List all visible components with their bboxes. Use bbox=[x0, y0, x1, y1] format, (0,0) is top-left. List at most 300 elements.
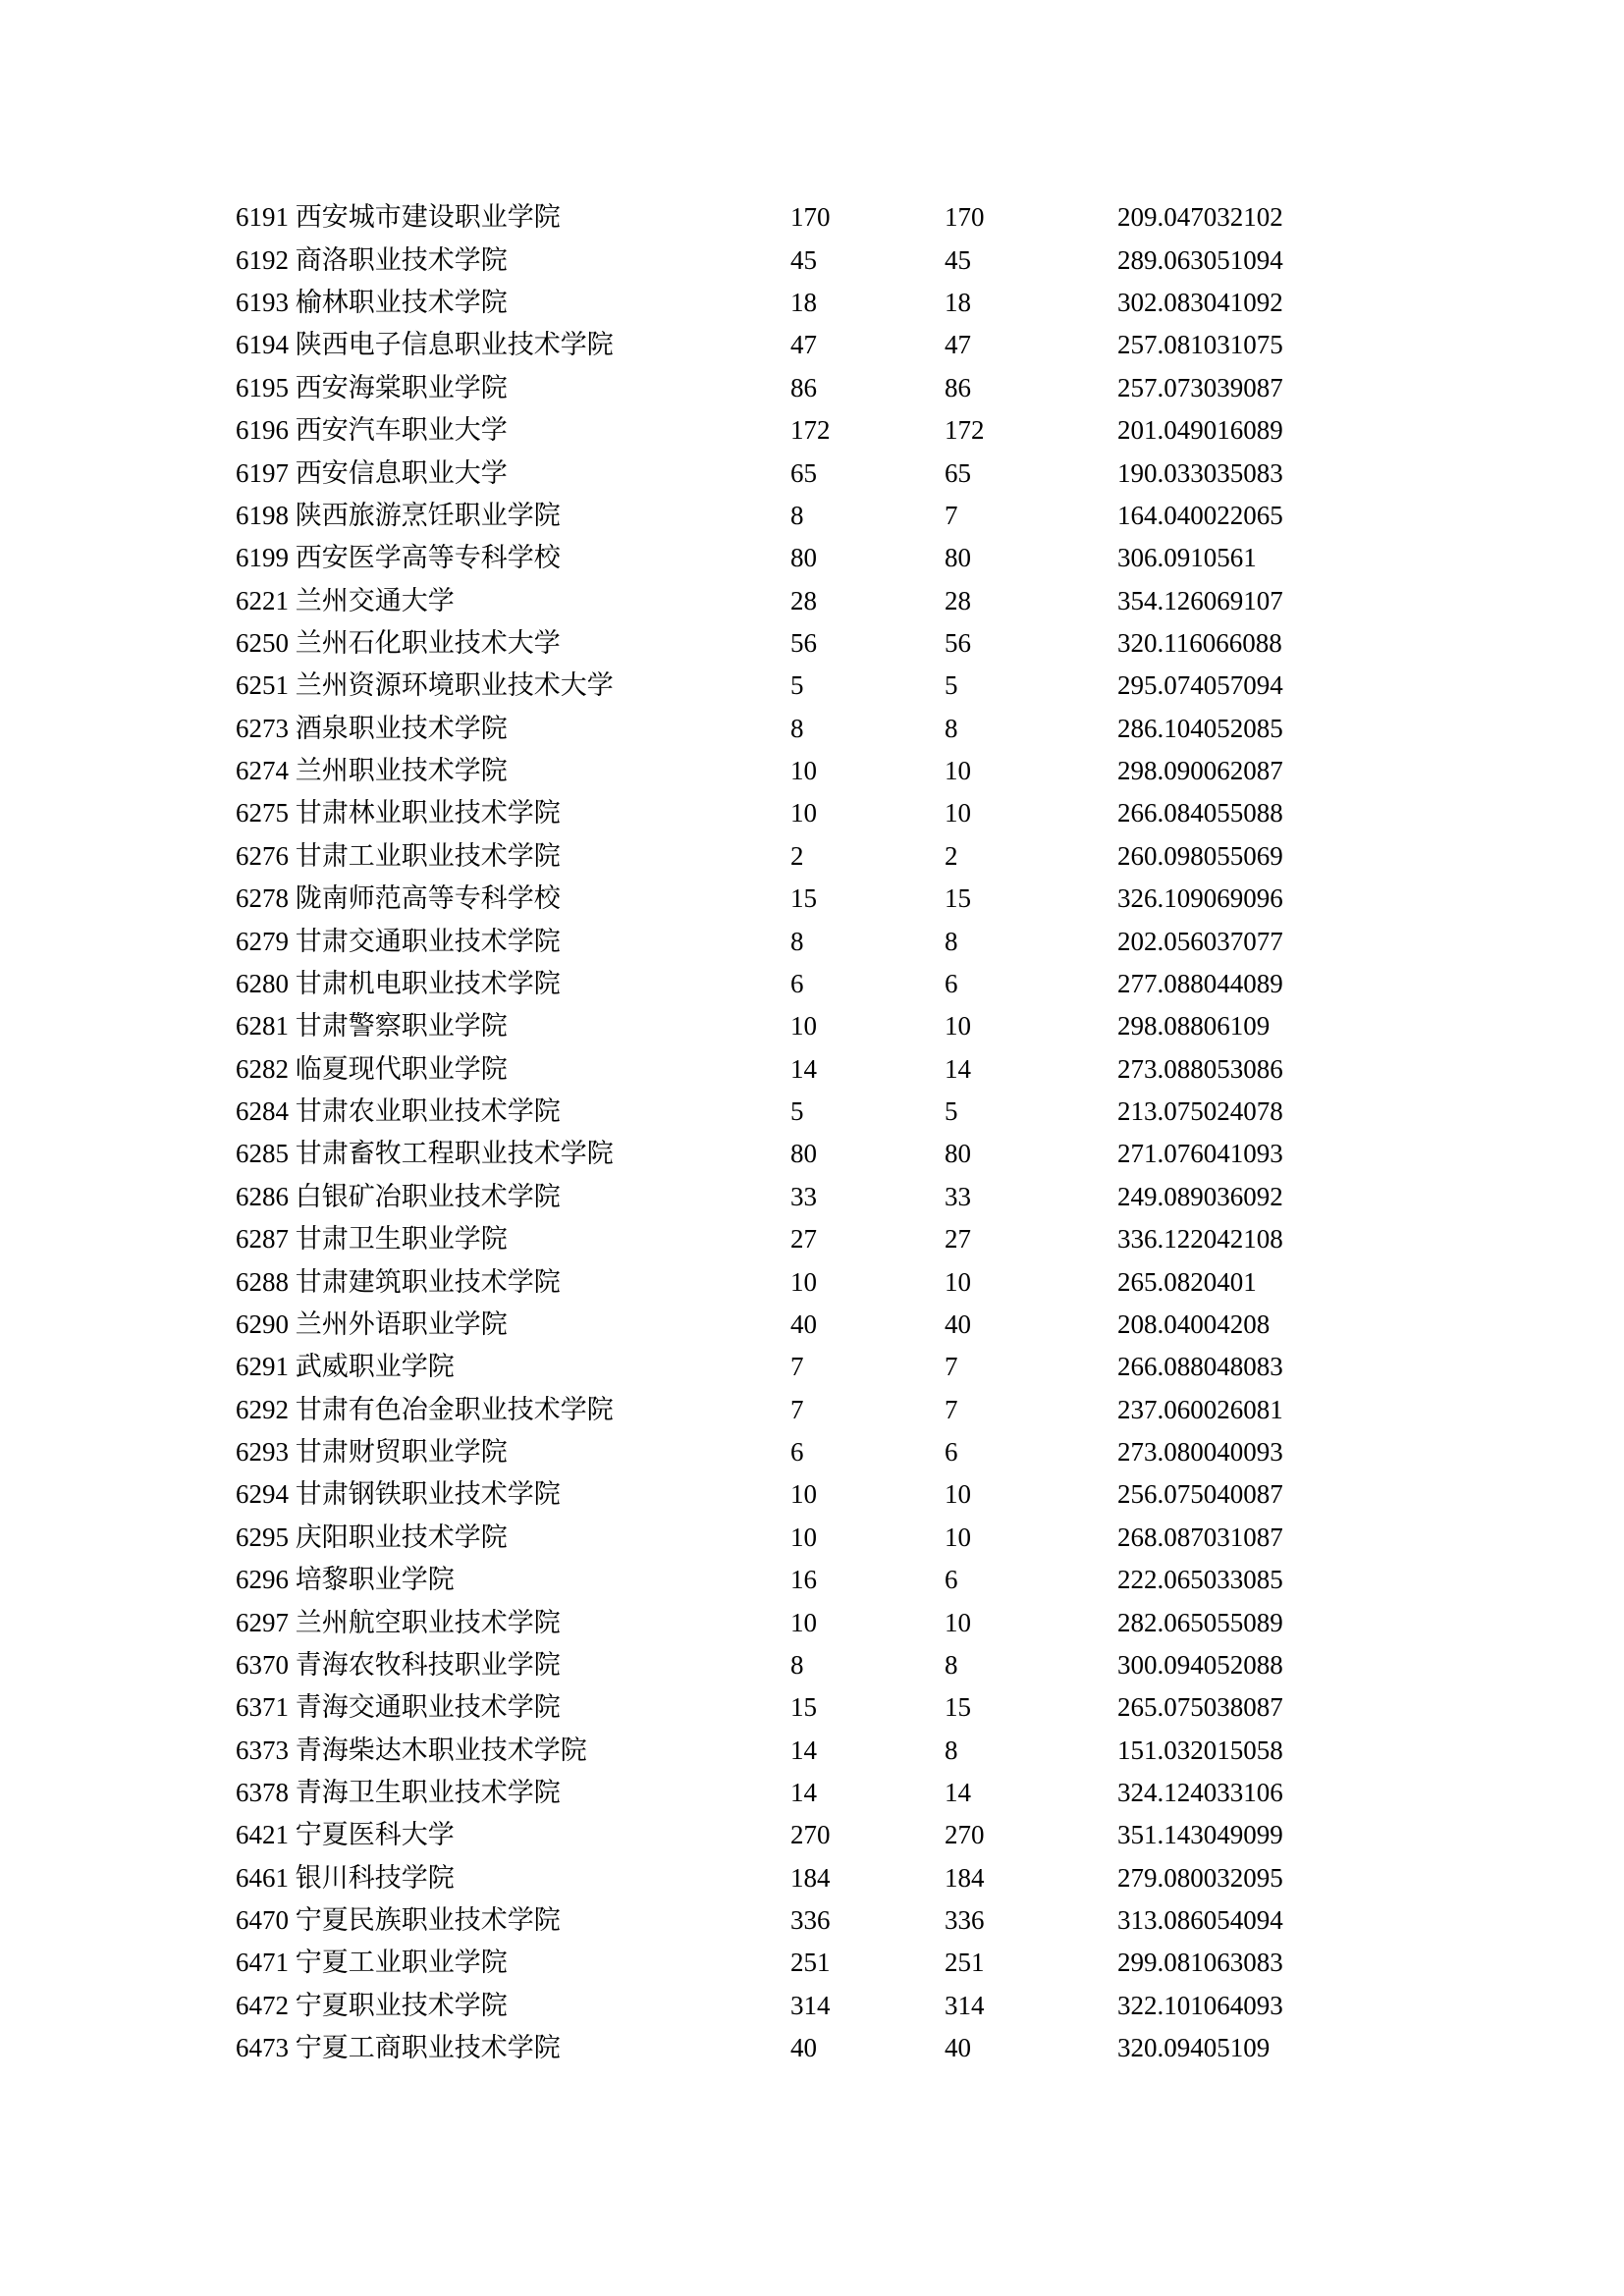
table-row-6287 bbox=[0, 1218, 1624, 1260]
score-value: 260.098055069 bbox=[1117, 840, 1283, 871]
score-value: 202.056037077 bbox=[1117, 926, 1283, 956]
school-code: 6371 bbox=[236, 1692, 289, 1723]
school-name: 兰州职业技术学院 bbox=[295, 756, 508, 786]
plan-count: 33 bbox=[790, 1181, 817, 1211]
school-name: 西安汽车职业大学 bbox=[295, 415, 508, 446]
score-value: 299.081063083 bbox=[1117, 1948, 1283, 1978]
score-value: 151.032015058 bbox=[1117, 1735, 1283, 1765]
table-row-6221 bbox=[0, 580, 1624, 622]
plan-count: 10 bbox=[790, 1607, 817, 1637]
table-row-6279 bbox=[0, 921, 1624, 963]
school-code: 6278 bbox=[236, 883, 289, 914]
school-code: 6291 bbox=[236, 1352, 289, 1382]
score-value: 298.08806109 bbox=[1117, 1011, 1271, 1041]
table-row-6280 bbox=[0, 963, 1624, 1005]
plan-count: 8 bbox=[790, 500, 804, 530]
table-row-6471 bbox=[0, 1942, 1624, 1984]
table-row-6193 bbox=[0, 282, 1624, 324]
school-code-and-name bbox=[236, 537, 561, 579]
score-value: 266.088048083 bbox=[1117, 1352, 1283, 1382]
plan-count: 14 bbox=[790, 1735, 817, 1765]
plan-count: 270 bbox=[790, 1820, 831, 1850]
admitted-count: 10 bbox=[945, 1011, 971, 1041]
table-row-6282 bbox=[0, 1048, 1624, 1091]
school-code: 6473 bbox=[236, 2033, 289, 2063]
admitted-count: 45 bbox=[945, 244, 971, 275]
school-name: 宁夏医科大学 bbox=[295, 1820, 455, 1850]
score-value: 257.081031075 bbox=[1117, 330, 1283, 360]
table-row-6288 bbox=[0, 1261, 1624, 1304]
school-name: 临夏现代职业学院 bbox=[295, 1053, 508, 1084]
school-code: 6274 bbox=[236, 756, 289, 786]
school-code-and-name bbox=[236, 1005, 508, 1047]
school-code-and-name bbox=[236, 792, 561, 834]
school-name: 青海柴达木职业技术学院 bbox=[295, 1735, 587, 1765]
admitted-count: 80 bbox=[945, 1139, 971, 1169]
school-code-and-name bbox=[236, 196, 561, 239]
school-code: 6370 bbox=[236, 1649, 289, 1680]
score-value: 249.089036092 bbox=[1117, 1181, 1283, 1211]
score-value: 302.083041092 bbox=[1117, 288, 1283, 318]
plan-count: 10 bbox=[790, 798, 817, 828]
table-row-6292 bbox=[0, 1389, 1624, 1431]
admitted-count: 2 bbox=[945, 840, 958, 871]
table-row-6470 bbox=[0, 1899, 1624, 1942]
plan-count: 65 bbox=[790, 457, 817, 488]
school-code: 6284 bbox=[236, 1096, 289, 1127]
score-value: 257.073039087 bbox=[1117, 372, 1283, 402]
table-row-6281 bbox=[0, 1005, 1624, 1047]
admitted-count: 6 bbox=[945, 968, 958, 998]
plan-count: 27 bbox=[790, 1224, 817, 1255]
score-value: 300.094052088 bbox=[1117, 1649, 1283, 1680]
score-value: 351.143049099 bbox=[1117, 1820, 1283, 1850]
plan-count: 10 bbox=[790, 756, 817, 786]
plan-count: 86 bbox=[790, 372, 817, 402]
school-code: 6471 bbox=[236, 1948, 289, 1978]
school-code-and-name bbox=[236, 665, 614, 707]
school-code: 6198 bbox=[236, 500, 289, 530]
admitted-count: 184 bbox=[945, 1862, 985, 1893]
school-code-and-name bbox=[236, 1730, 587, 1772]
admitted-count: 40 bbox=[945, 1308, 971, 1339]
admitted-count: 314 bbox=[945, 1990, 985, 2020]
school-code: 6290 bbox=[236, 1308, 289, 1339]
school-name: 陕西旅游烹饪职业学院 bbox=[295, 500, 561, 530]
school-name: 银川科技学院 bbox=[295, 1862, 455, 1893]
score-value: 320.09405109 bbox=[1117, 2033, 1271, 2063]
table-row-6473 bbox=[0, 2027, 1624, 2069]
school-code-and-name bbox=[236, 878, 561, 920]
school-code: 6378 bbox=[236, 1778, 289, 1807]
school-name: 甘肃建筑职业技术学院 bbox=[295, 1266, 561, 1297]
school-code: 6275 bbox=[236, 798, 289, 828]
plan-count: 47 bbox=[790, 330, 817, 360]
school-code-and-name bbox=[236, 622, 561, 665]
table-row-6297 bbox=[0, 1602, 1624, 1644]
school-code: 6285 bbox=[236, 1139, 289, 1169]
plan-count: 314 bbox=[790, 1990, 831, 2020]
school-name: 兰州交通大学 bbox=[295, 585, 455, 615]
table-row-6370 bbox=[0, 1644, 1624, 1686]
school-code: 6221 bbox=[236, 585, 289, 615]
score-value: 313.086054094 bbox=[1117, 1905, 1283, 1936]
school-code-and-name bbox=[236, 1814, 455, 1856]
school-code: 6472 bbox=[236, 1990, 289, 2020]
school-code-and-name bbox=[236, 1942, 508, 1984]
plan-count: 172 bbox=[790, 415, 831, 446]
school-name: 甘肃卫生职业学院 bbox=[295, 1224, 508, 1255]
admitted-count: 15 bbox=[945, 883, 971, 914]
school-code-and-name bbox=[236, 1304, 508, 1346]
school-code-and-name bbox=[236, 963, 561, 1005]
plan-count: 16 bbox=[790, 1565, 817, 1595]
school-name: 宁夏职业技术学院 bbox=[295, 1990, 508, 2020]
school-code-and-name bbox=[236, 409, 508, 452]
school-code-and-name bbox=[236, 1133, 614, 1175]
admitted-count: 8 bbox=[945, 713, 958, 743]
school-name: 兰州资源环境职业技术大学 bbox=[295, 670, 614, 701]
school-code-and-name bbox=[236, 1048, 508, 1091]
school-name: 商洛职业技术学院 bbox=[295, 244, 508, 275]
school-code: 6251 bbox=[236, 670, 289, 701]
plan-count: 28 bbox=[790, 585, 817, 615]
table-row-6195 bbox=[0, 367, 1624, 409]
table-row-6294 bbox=[0, 1473, 1624, 1516]
school-name: 青海卫生职业技术学院 bbox=[295, 1778, 561, 1807]
school-code: 6470 bbox=[236, 1905, 289, 1936]
table-row-6284 bbox=[0, 1091, 1624, 1133]
plan-count: 8 bbox=[790, 1649, 804, 1680]
school-name: 西安海棠职业学院 bbox=[295, 372, 508, 402]
school-name: 西安信息职业大学 bbox=[295, 457, 508, 488]
table-row-6378 bbox=[0, 1772, 1624, 1814]
admitted-count: 251 bbox=[945, 1948, 985, 1978]
school-name: 甘肃有色冶金职业技术学院 bbox=[295, 1394, 614, 1424]
school-name: 宁夏民族职业技术学院 bbox=[295, 1905, 561, 1936]
admitted-count: 10 bbox=[945, 1522, 971, 1552]
score-value: 336.122042108 bbox=[1117, 1224, 1283, 1255]
school-code-and-name bbox=[236, 453, 508, 495]
score-value: 271.076041093 bbox=[1117, 1139, 1283, 1169]
school-name: 兰州外语职业学院 bbox=[295, 1308, 508, 1339]
admitted-count: 10 bbox=[945, 1266, 971, 1297]
school-code: 6196 bbox=[236, 415, 289, 446]
school-code: 6195 bbox=[236, 372, 289, 402]
school-code: 6276 bbox=[236, 840, 289, 871]
school-name: 甘肃工业职业技术学院 bbox=[295, 840, 561, 871]
table-row-6421 bbox=[0, 1814, 1624, 1856]
plan-count: 14 bbox=[790, 1053, 817, 1084]
table-row-6472 bbox=[0, 1985, 1624, 2027]
school-name: 酒泉职业技术学院 bbox=[295, 713, 508, 743]
school-code: 6250 bbox=[236, 628, 289, 658]
school-code-and-name bbox=[236, 1517, 508, 1559]
school-name: 培黎职业学院 bbox=[295, 1565, 455, 1595]
plan-count: 80 bbox=[790, 543, 817, 573]
table-row-6196 bbox=[0, 409, 1624, 452]
school-name: 甘肃警察职业学院 bbox=[295, 1011, 508, 1041]
score-value: 266.084055088 bbox=[1117, 798, 1283, 828]
school-name: 甘肃交通职业技术学院 bbox=[295, 926, 561, 956]
score-value: 164.040022065 bbox=[1117, 500, 1283, 530]
score-value: 324.124033106 bbox=[1117, 1778, 1283, 1807]
school-code-and-name bbox=[236, 2027, 561, 2069]
school-name: 陇南师范高等专科学校 bbox=[295, 883, 561, 914]
table-row-6296 bbox=[0, 1559, 1624, 1601]
score-value: 265.0820401 bbox=[1117, 1266, 1257, 1297]
school-code-and-name bbox=[236, 1899, 561, 1942]
school-code: 6281 bbox=[236, 1011, 289, 1041]
school-code: 6288 bbox=[236, 1266, 289, 1297]
school-code: 6295 bbox=[236, 1522, 289, 1552]
admitted-count: 10 bbox=[945, 1479, 971, 1510]
admitted-count: 14 bbox=[945, 1778, 971, 1807]
school-code: 6293 bbox=[236, 1437, 289, 1468]
school-code-and-name bbox=[236, 1559, 455, 1601]
plan-count: 14 bbox=[790, 1778, 817, 1807]
school-code: 6280 bbox=[236, 968, 289, 998]
school-code-and-name bbox=[236, 1091, 561, 1133]
score-value: 326.109069096 bbox=[1117, 883, 1283, 914]
school-code: 6461 bbox=[236, 1862, 289, 1893]
plan-count: 6 bbox=[790, 968, 804, 998]
table-row-6198 bbox=[0, 495, 1624, 537]
school-code-and-name bbox=[236, 495, 561, 537]
table-row-6295 bbox=[0, 1517, 1624, 1559]
plan-count: 10 bbox=[790, 1011, 817, 1041]
admitted-count: 10 bbox=[945, 756, 971, 786]
table-row-6273 bbox=[0, 708, 1624, 750]
plan-count: 170 bbox=[790, 202, 831, 233]
admitted-count: 18 bbox=[945, 288, 971, 318]
admitted-count: 65 bbox=[945, 457, 971, 488]
table-row-6278 bbox=[0, 878, 1624, 920]
school-name: 甘肃机电职业技术学院 bbox=[295, 968, 561, 998]
plan-count: 56 bbox=[790, 628, 817, 658]
score-value: 354.126069107 bbox=[1117, 585, 1283, 615]
school-code: 6193 bbox=[236, 288, 289, 318]
score-value: 268.087031087 bbox=[1117, 1522, 1283, 1552]
score-value: 237.060026081 bbox=[1117, 1394, 1283, 1424]
admitted-count: 10 bbox=[945, 1607, 971, 1637]
admitted-count: 15 bbox=[945, 1692, 971, 1723]
score-value: 282.065055089 bbox=[1117, 1607, 1283, 1637]
school-code: 6294 bbox=[236, 1479, 289, 1510]
plan-count: 15 bbox=[790, 883, 817, 914]
school-code-and-name bbox=[236, 1261, 561, 1304]
school-code-and-name bbox=[236, 1644, 561, 1686]
school-name: 兰州航空职业技术学院 bbox=[295, 1607, 561, 1637]
table-row-6250 bbox=[0, 622, 1624, 665]
school-code-and-name bbox=[236, 750, 508, 792]
school-code-and-name bbox=[236, 708, 508, 750]
plan-count: 2 bbox=[790, 840, 804, 871]
school-code: 6279 bbox=[236, 926, 289, 956]
plan-count: 10 bbox=[790, 1266, 817, 1297]
table-row-6371 bbox=[0, 1686, 1624, 1729]
school-name: 庆阳职业技术学院 bbox=[295, 1522, 508, 1552]
school-code: 6373 bbox=[236, 1735, 289, 1765]
school-name: 甘肃农业职业技术学院 bbox=[295, 1096, 561, 1127]
school-code-and-name bbox=[236, 1602, 561, 1644]
school-name: 榆林职业技术学院 bbox=[295, 288, 508, 318]
plan-count: 45 bbox=[790, 244, 817, 275]
table-row-6191 bbox=[0, 196, 1624, 239]
school-name: 宁夏工业职业学院 bbox=[295, 1948, 508, 1978]
admitted-count: 270 bbox=[945, 1820, 985, 1850]
school-name: 西安医学高等专科学校 bbox=[295, 543, 561, 573]
school-name: 宁夏工商职业技术学院 bbox=[295, 2033, 561, 2063]
school-code-and-name bbox=[236, 324, 614, 366]
admitted-count: 336 bbox=[945, 1905, 985, 1936]
school-code-and-name bbox=[236, 1218, 508, 1260]
school-code: 6199 bbox=[236, 543, 289, 573]
plan-count: 5 bbox=[790, 1096, 804, 1127]
admitted-count: 86 bbox=[945, 372, 971, 402]
admitted-count: 80 bbox=[945, 543, 971, 573]
score-value: 273.080040093 bbox=[1117, 1437, 1283, 1468]
school-code-and-name bbox=[236, 282, 508, 324]
school-name: 陕西电子信息职业技术学院 bbox=[295, 330, 614, 360]
admitted-count: 7 bbox=[945, 1352, 958, 1382]
plan-count: 40 bbox=[790, 1308, 817, 1339]
score-value: 286.104052085 bbox=[1117, 713, 1283, 743]
admitted-count: 6 bbox=[945, 1437, 958, 1468]
score-value: 265.075038087 bbox=[1117, 1692, 1283, 1723]
admitted-count: 10 bbox=[945, 798, 971, 828]
plan-count: 80 bbox=[790, 1139, 817, 1169]
table-row-6461 bbox=[0, 1857, 1624, 1899]
school-name: 兰州石化职业技术大学 bbox=[295, 628, 561, 658]
school-code-and-name bbox=[236, 1985, 508, 2027]
school-code: 6421 bbox=[236, 1820, 289, 1850]
plan-count: 8 bbox=[790, 713, 804, 743]
school-name: 甘肃畜牧工程职业技术学院 bbox=[295, 1139, 614, 1169]
school-code-and-name bbox=[236, 1346, 455, 1388]
score-value: 295.074057094 bbox=[1117, 670, 1283, 701]
school-code: 6282 bbox=[236, 1053, 289, 1084]
school-name: 甘肃林业职业技术学院 bbox=[295, 798, 561, 828]
score-value: 277.088044089 bbox=[1117, 968, 1283, 998]
score-value: 209.047032102 bbox=[1117, 202, 1283, 233]
table-row-6274 bbox=[0, 750, 1624, 792]
table-row-6194 bbox=[0, 324, 1624, 366]
school-code-and-name bbox=[236, 1389, 614, 1431]
plan-count: 6 bbox=[790, 1437, 804, 1468]
school-code: 6191 bbox=[236, 202, 289, 233]
admitted-count: 5 bbox=[945, 1096, 958, 1127]
score-value: 213.075024078 bbox=[1117, 1096, 1283, 1127]
admitted-count: 14 bbox=[945, 1053, 971, 1084]
admitted-count: 27 bbox=[945, 1224, 971, 1255]
school-code: 6286 bbox=[236, 1181, 289, 1211]
score-value: 208.04004208 bbox=[1117, 1308, 1271, 1339]
plan-count: 336 bbox=[790, 1905, 831, 1936]
admitted-count: 5 bbox=[945, 670, 958, 701]
table-row-6291 bbox=[0, 1346, 1624, 1388]
school-code: 6292 bbox=[236, 1394, 289, 1424]
admitted-count: 47 bbox=[945, 330, 971, 360]
school-code-and-name bbox=[236, 1176, 561, 1218]
admitted-count: 28 bbox=[945, 585, 971, 615]
table-row-6373 bbox=[0, 1730, 1624, 1772]
plan-count: 15 bbox=[790, 1692, 817, 1723]
table-row-6293 bbox=[0, 1431, 1624, 1473]
school-name: 甘肃钢铁职业技术学院 bbox=[295, 1479, 561, 1510]
plan-count: 251 bbox=[790, 1948, 831, 1978]
school-name: 武威职业学院 bbox=[295, 1352, 455, 1382]
school-code: 6296 bbox=[236, 1565, 289, 1595]
score-value: 320.116066088 bbox=[1117, 628, 1282, 658]
admitted-count: 6 bbox=[945, 1565, 958, 1595]
school-code: 6194 bbox=[236, 330, 289, 360]
school-name: 甘肃财贸职业学院 bbox=[295, 1437, 508, 1468]
table-row-6275 bbox=[0, 792, 1624, 834]
table-row-6285 bbox=[0, 1133, 1624, 1175]
plan-count: 7 bbox=[790, 1352, 804, 1382]
table-row-6251 bbox=[0, 665, 1624, 707]
score-value: 289.063051094 bbox=[1117, 244, 1283, 275]
admitted-count: 8 bbox=[945, 1649, 958, 1680]
table-row-6286 bbox=[0, 1176, 1624, 1218]
school-code-and-name bbox=[236, 580, 455, 622]
school-name: 西安城市建设职业学院 bbox=[295, 202, 561, 233]
plan-count: 10 bbox=[790, 1479, 817, 1510]
plan-count: 40 bbox=[790, 2033, 817, 2063]
admitted-count: 7 bbox=[945, 500, 958, 530]
school-name: 青海农牧科技职业学院 bbox=[295, 1649, 561, 1680]
school-name: 白银矿冶职业技术学院 bbox=[295, 1181, 561, 1211]
school-code: 6297 bbox=[236, 1607, 289, 1637]
score-value: 201.049016089 bbox=[1117, 415, 1283, 446]
admitted-count: 172 bbox=[945, 415, 985, 446]
school-code-and-name bbox=[236, 1857, 455, 1899]
admitted-count: 33 bbox=[945, 1181, 971, 1211]
plan-count: 18 bbox=[790, 288, 817, 318]
admitted-count: 56 bbox=[945, 628, 971, 658]
score-value: 298.090062087 bbox=[1117, 756, 1283, 786]
admitted-count: 170 bbox=[945, 202, 985, 233]
school-code-and-name bbox=[236, 240, 508, 282]
plan-count: 10 bbox=[790, 1522, 817, 1552]
school-code: 6287 bbox=[236, 1224, 289, 1255]
admitted-count: 8 bbox=[945, 926, 958, 956]
school-code-and-name bbox=[236, 367, 508, 409]
score-value: 256.075040087 bbox=[1117, 1479, 1283, 1510]
school-code-and-name bbox=[236, 1473, 561, 1516]
table-row-6192 bbox=[0, 240, 1624, 282]
plan-count: 184 bbox=[790, 1862, 831, 1893]
school-code-and-name bbox=[236, 921, 561, 963]
school-code: 6273 bbox=[236, 713, 289, 743]
plan-count: 7 bbox=[790, 1394, 804, 1424]
score-value: 279.080032095 bbox=[1117, 1862, 1283, 1893]
school-code-and-name bbox=[236, 835, 561, 878]
score-value: 322.101064093 bbox=[1117, 1990, 1283, 2020]
plan-count: 5 bbox=[790, 670, 804, 701]
table-row-6199 bbox=[0, 537, 1624, 579]
school-code-and-name bbox=[236, 1431, 508, 1473]
score-value: 222.065033085 bbox=[1117, 1565, 1283, 1595]
score-value: 273.088053086 bbox=[1117, 1053, 1283, 1084]
school-name: 青海交通职业技术学院 bbox=[295, 1692, 561, 1723]
school-code-and-name bbox=[236, 1772, 561, 1814]
school-code-and-name bbox=[236, 1686, 561, 1729]
score-value: 306.0910561 bbox=[1117, 543, 1257, 573]
admitted-count: 8 bbox=[945, 1735, 958, 1765]
table-row-6197 bbox=[0, 453, 1624, 495]
